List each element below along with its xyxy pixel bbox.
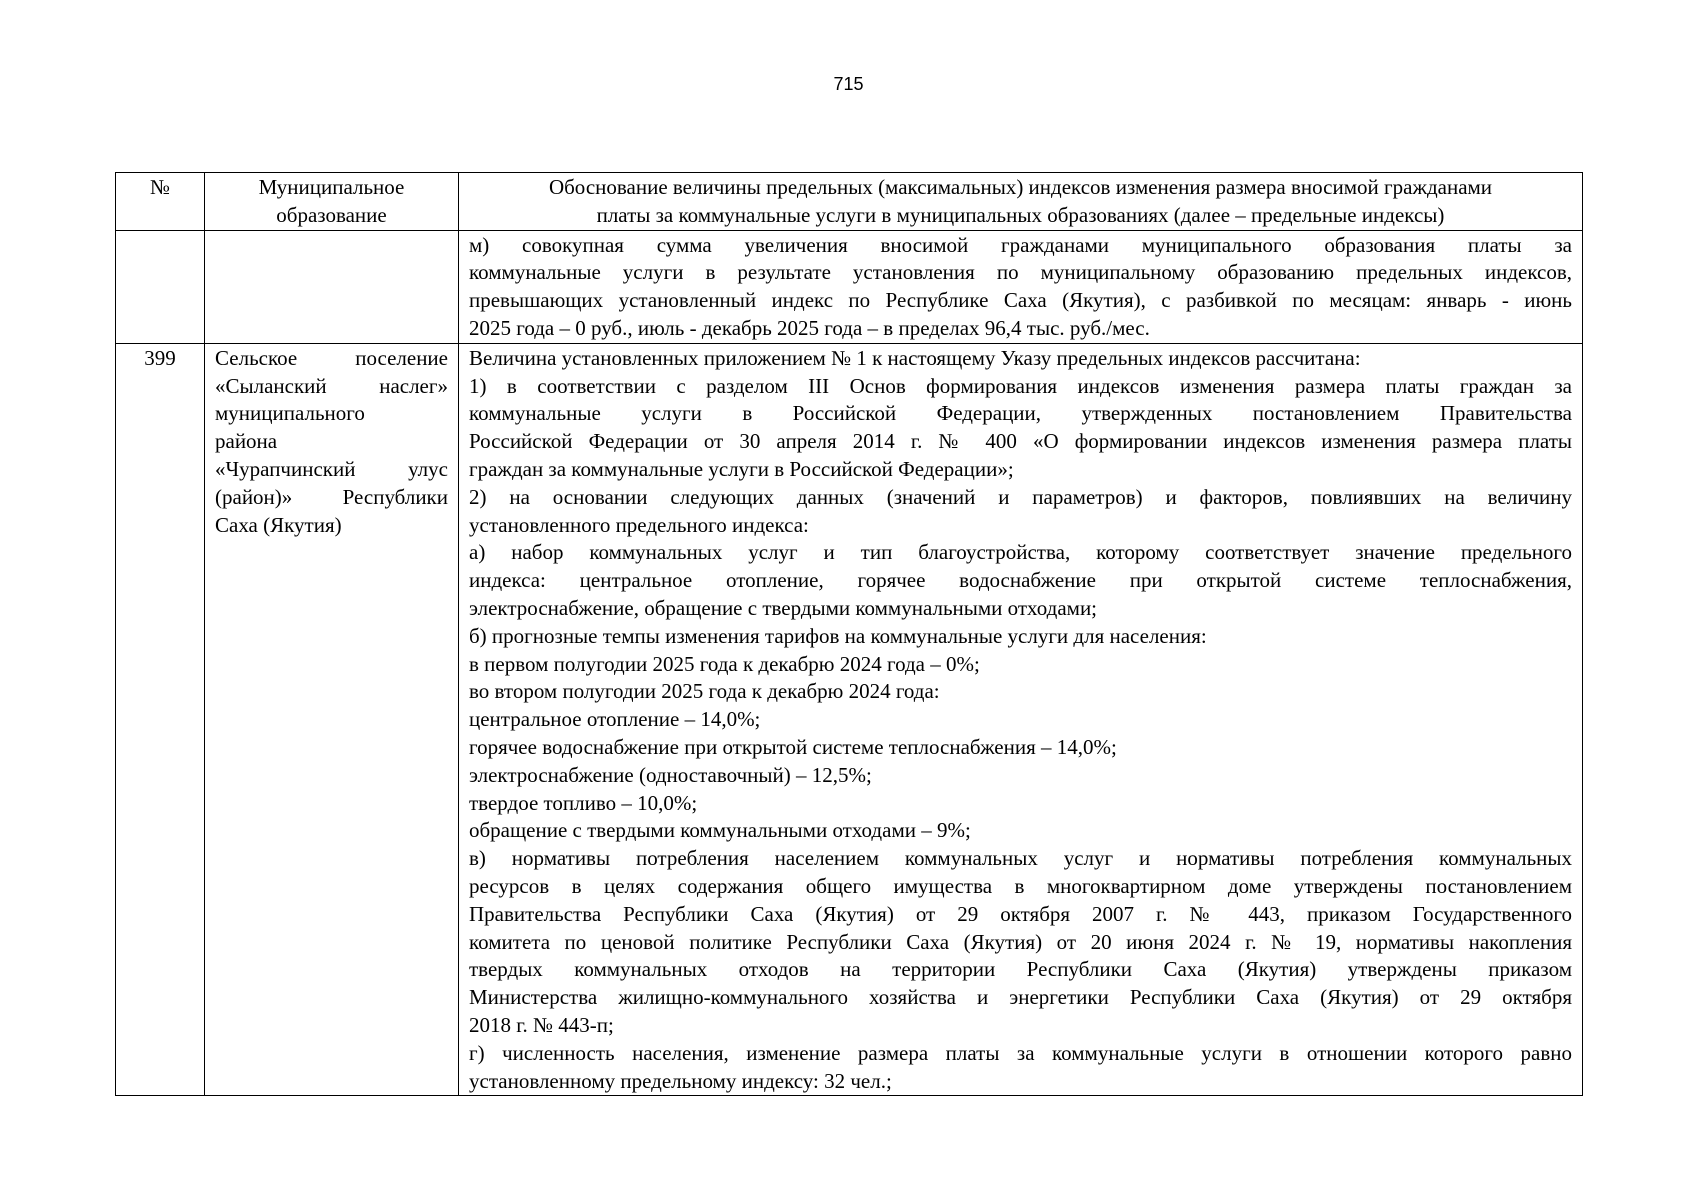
- text-line: коммунальные услуги в результате установления по муниципальному образованию предельных индексов,: [469, 260, 1572, 285]
- text-line: в первом полугодии 2025 года к декабрю 2024 года – 0%;: [469, 651, 980, 676]
- text-line: граждан за коммунальные услуги в Российской Федерации»;: [469, 456, 1014, 481]
- text-line: а) набор коммунальных услуг и тип благоустройства, которому соответствует значение предельного: [469, 540, 1572, 565]
- table-header-row: [116, 173, 1583, 231]
- text-line: коммунальные услуги в Российской Федерации, утвержденных постановлением Правительства: [469, 401, 1572, 426]
- text-line: Российской Федерации от 30 апреля 2014 г. № 400 «О формировании индексов изменения размера платы: [469, 429, 1572, 454]
- text-line: индекса: центральное отопление, горячее водоснабжение при открытой системе теплоснабжения,: [469, 568, 1572, 593]
- text-line: центральное отопление – 14,0%;: [469, 707, 761, 732]
- text-line: установленного предельного индекса:: [469, 512, 809, 537]
- header-number: №: [116, 173, 205, 231]
- header-municipality: [205, 173, 459, 231]
- text-line: ресурсов в целях содержания общего имущества в многоквартирном доме утверждены постановлением: [469, 873, 1572, 898]
- text-line: г) численность населения, изменение размера платы за коммунальные услуги в отношении которого равно: [469, 1040, 1572, 1065]
- header-rationale: [459, 173, 1583, 231]
- municipality-line: Саха (Якутия): [215, 512, 342, 537]
- header-municipality-line: образование: [276, 202, 387, 227]
- text-line: б) прогнозные темпы изменения тарифов на коммунальные услуги для населения:: [469, 623, 1207, 648]
- text-line: м) совокупная сумма увеличения вносимой гражданами муниципального образования платы за: [469, 232, 1572, 257]
- municipality-line: Сельское поселение: [215, 345, 448, 370]
- header-municipality-line: Муниципальное: [258, 175, 405, 199]
- header-rationale-line: Обоснование величины предельных (максимальных) индексов изменения размера вносимой гражданами: [548, 175, 1493, 199]
- municipality-line: «Чурапчинский улус: [215, 456, 448, 481]
- text-line: превышающих установленный индекс по Республике Саха (Якутия), с разбивкой по месяцам: январь - июнь: [469, 288, 1572, 313]
- municipality-line: района: [215, 429, 278, 454]
- text-line: во втором полугодии 2025 года к декабрю 2024 года:: [469, 679, 940, 704]
- text-line: электроснабжение (одноставочный) – 12,5%;: [469, 762, 872, 787]
- header-rationale-line: платы за коммунальные услуги в муниципальных образованиях (далее – предельные индексы): [596, 202, 1445, 227]
- text-line: твердых коммунальных отходов на территории Республики Саха (Якутия) утверждены приказом: [469, 957, 1572, 982]
- table-row: [116, 343, 1583, 1096]
- text-line: установленному предельному индексу: 32 чел.;: [469, 1068, 892, 1093]
- text-line: обращение с твердыми коммунальными отходами – 9%;: [469, 818, 971, 843]
- municipality-line: (район)» Республики: [215, 484, 448, 509]
- municipality-line: муниципального: [215, 401, 365, 426]
- text-line: 2) на основании следующих данных (значений и параметров) и факторов, повлиявших на величину: [469, 484, 1572, 509]
- text-line: 1) в соответствии с разделом III Основ формирования индексов изменения размера платы граждан за: [469, 373, 1572, 398]
- row-number-cell: 399: [116, 343, 205, 1096]
- rationale-cell: [459, 343, 1583, 1096]
- municipality-line: «Сыланский наслег»: [215, 373, 448, 398]
- text-line: электроснабжение, обращение с твердыми коммунальными отходами;: [469, 595, 1098, 620]
- rationale-cell: [459, 230, 1583, 343]
- justification-table: [115, 172, 1583, 1096]
- text-line: Правительства Республики Саха (Якутия) от 29 октября 2007 г. № 443, приказом Государственного: [469, 901, 1572, 926]
- row-number-cell: [116, 230, 205, 343]
- text-line: горячее водоснабжение при открытой системе теплоснабжения – 14,0%;: [469, 734, 1117, 759]
- text-line: комитета по ценовой политике Республики Саха (Якутия) от 20 июня 2024 г. № 19, нормативы накопления: [469, 929, 1572, 954]
- municipality-cell: [205, 230, 459, 343]
- text-line: 2025 года – 0 руб., июль - декабрь 2025 года – в пределах 96,4 тыс. руб./мес.: [469, 315, 1150, 340]
- municipality-cell: [205, 343, 459, 1096]
- text-line: 2018 г. № 443-п;: [469, 1012, 614, 1037]
- page-number: 715: [833, 74, 864, 94]
- table-row: [116, 230, 1583, 343]
- text-line: Министерства жилищно-коммунального хозяйства и энергетики Республики Саха (Якутия) от 29 октября: [469, 985, 1572, 1010]
- text-line: в) нормативы потребления населением коммунальных услуг и нормативы потребления коммунальных: [469, 846, 1572, 871]
- text-line: Величина установленных приложением № 1 к настоящему Указу предельных индексов рассчитана:: [469, 345, 1361, 370]
- text-line: твердое топливо – 10,0%;: [469, 790, 698, 815]
